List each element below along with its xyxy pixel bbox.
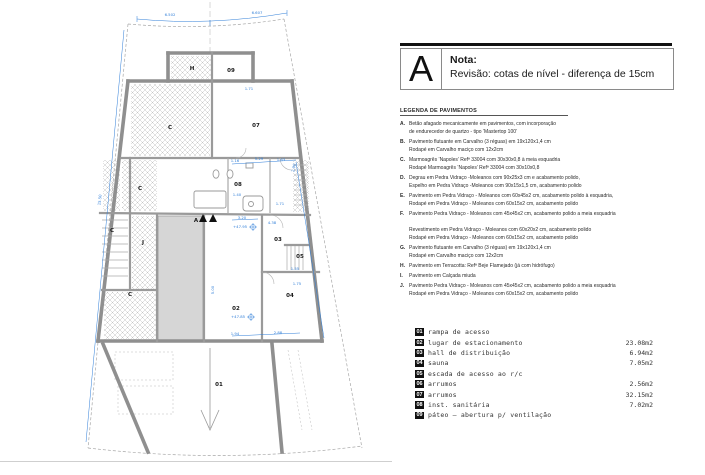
plan-text: 2.00 bbox=[290, 163, 297, 173]
legend-item bbox=[400, 138, 685, 154]
level-markers bbox=[247, 223, 257, 321]
legend-item-line: Rodapé em Carvalho maciço com 12x2cm bbox=[409, 147, 504, 153]
legend-item-key: E. bbox=[400, 193, 405, 199]
room-row bbox=[415, 400, 653, 410]
legend-item bbox=[400, 174, 685, 190]
legend-item-line: Pavimento em Terracotta: Refª Beje Flamejado (já com hidrófugo) bbox=[409, 263, 555, 269]
room-label: lugar de estacionamento bbox=[428, 338, 523, 347]
legend-item-line: Revestimento em Pedra Vidraço - Moleanos com 60x20x2 cm, acabamento polido bbox=[409, 227, 592, 233]
plan-text: 1.55 bbox=[290, 266, 300, 271]
legend-item bbox=[400, 120, 685, 136]
room-area: 32.15m2 bbox=[625, 390, 653, 399]
plan-text: 1.16 bbox=[230, 158, 240, 163]
legend-item-line: Rodapé em Pedra Vidraço - Moleanos com 60x15x2 cm, acabamento polido bbox=[409, 291, 579, 297]
legend-item-line: Espelho em Pedra Vidraço -Moleanos com 90x15x1,5 cm, acabamento polido bbox=[409, 183, 582, 189]
room-area: 2.56m2 bbox=[629, 380, 653, 389]
room-number-badge: 07 bbox=[416, 391, 423, 398]
plan-text: 1.94 bbox=[230, 331, 240, 336]
plan-text: 6.502 bbox=[164, 12, 176, 17]
plan-text: 1.71 bbox=[244, 86, 254, 91]
room-number-badge: 01 bbox=[416, 329, 423, 336]
room-row bbox=[415, 379, 653, 389]
room-schedule bbox=[415, 327, 653, 421]
room-area: 7.02m2 bbox=[629, 400, 653, 409]
plan-text: 3.20 bbox=[237, 215, 247, 220]
plan-text: 1.40 bbox=[232, 192, 242, 197]
legend-items bbox=[400, 120, 685, 298]
legend-item-line: Pavimento Pedra Vidraço - Moleanos com 45x45x2 cm, acabamento polido a meia esquadria bbox=[409, 211, 616, 217]
room-label: inst. sanitária bbox=[428, 400, 490, 409]
room-row bbox=[415, 410, 653, 420]
legend-item bbox=[400, 192, 685, 208]
section-marker-a bbox=[199, 214, 217, 222]
legend-item-key: F. bbox=[400, 211, 404, 217]
plan-text: 05 bbox=[296, 254, 304, 260]
legend-item bbox=[400, 156, 685, 172]
room-row bbox=[415, 327, 653, 337]
legend-item-key: H. bbox=[400, 263, 405, 269]
plan-text: 5.29 bbox=[254, 156, 264, 161]
room-label: escada de acesso ao r/c bbox=[428, 369, 523, 378]
note-title: Nota: bbox=[450, 54, 477, 66]
plan-text: +47.85 bbox=[230, 314, 246, 319]
plan-text: 5.00 bbox=[210, 285, 215, 295]
plan-text: A bbox=[193, 218, 199, 224]
plan-text: 1.63 bbox=[276, 157, 286, 162]
legend-item-line: Rodapé em Pedra Vidraço - Moleanos com 60x15x2 cm, acabamento polido bbox=[409, 235, 579, 241]
legend-item bbox=[400, 210, 685, 218]
legend-item-line: Pavimento flutuante em Carvalho (3 réguas) em 19x120x1,4 cm bbox=[409, 245, 551, 251]
plan-text: C bbox=[109, 228, 115, 234]
legend-item-line: Pavimento em Calçada miuda bbox=[409, 273, 476, 279]
parking-slab bbox=[158, 216, 203, 341]
room-area: 23.08m2 bbox=[625, 338, 653, 347]
room-number-badge: 05 bbox=[416, 370, 423, 377]
room-number-badge: 03 bbox=[416, 349, 423, 356]
plan-text: 4.38 bbox=[267, 220, 277, 225]
level-labels bbox=[231, 224, 248, 319]
plan-text: 08 bbox=[234, 182, 242, 188]
plan-text: 1.71 bbox=[275, 201, 285, 206]
legend-item-key: B. bbox=[400, 139, 405, 145]
plan-text: 02 bbox=[232, 306, 240, 312]
room-number-badge: 06 bbox=[416, 381, 423, 388]
revision-marker: A bbox=[401, 49, 442, 89]
plan-text: 2.88 bbox=[273, 330, 283, 335]
legend-item-line: Rodapé Marmoagrês ‘Napoles’ Refª 33004 com 30x10x0,8 bbox=[409, 165, 540, 171]
legend-item-line: Marmoagrês ‘Napoles’ Refª 33004 com 30x30x0,8 à meia esquadria bbox=[409, 157, 561, 163]
legend-item bbox=[400, 226, 685, 242]
plan-text: J bbox=[141, 240, 145, 246]
room-number-badge: 09 bbox=[416, 412, 423, 419]
note-text: Revisão: cotas de nível - diferença de 15cm bbox=[450, 68, 655, 80]
plan-text: +47.95 bbox=[232, 224, 248, 229]
room-label: arrumos bbox=[428, 380, 457, 389]
room-row bbox=[415, 389, 653, 399]
terrace-lines bbox=[115, 350, 312, 430]
room-area: 7.05m2 bbox=[629, 359, 653, 368]
room-label: rampa de acesso bbox=[428, 328, 490, 337]
room-label: páteo — abertura p/ ventilação bbox=[428, 411, 552, 420]
plan-text: C bbox=[127, 292, 133, 298]
legend-item bbox=[400, 272, 685, 280]
pavement-legend bbox=[400, 108, 685, 300]
legend-item-key bbox=[400, 226, 409, 242]
sheet-divider bbox=[0, 461, 392, 462]
revision-note-box bbox=[400, 48, 674, 90]
room-area: 6.94m2 bbox=[629, 348, 653, 357]
note-top-bar bbox=[400, 43, 672, 46]
plan-text: C bbox=[137, 186, 143, 192]
plan-text: 04 bbox=[286, 293, 294, 299]
plan-text: 03 bbox=[274, 237, 282, 243]
room-row bbox=[415, 348, 653, 358]
plan-text: C bbox=[167, 125, 173, 131]
room-row bbox=[415, 358, 653, 368]
plan-text: 09 bbox=[227, 68, 235, 74]
legend-item bbox=[400, 262, 685, 270]
legend-item-line: Pavimento flutuante em Carvalho (3 réguas) em 19x120x1,4 cm bbox=[409, 139, 551, 145]
room-row bbox=[415, 337, 653, 347]
plan-text: H bbox=[189, 66, 195, 72]
room-number-badge: 08 bbox=[416, 401, 423, 408]
legend-item-key: G. bbox=[400, 245, 406, 251]
room-number-badge: 02 bbox=[416, 339, 423, 346]
legend-item-line: Pavimento Pedra Vidraço - Moleanos com 45x45x2 cm, acabamento polido a meia esquadria bbox=[409, 283, 616, 289]
legend-item-line: Rodapé em Carvalho maciço com 12x2cm bbox=[409, 253, 504, 259]
room-label: arrumos bbox=[428, 390, 457, 399]
plan-text: 01 bbox=[215, 382, 223, 388]
legend-item bbox=[400, 244, 685, 260]
legend-item-line: Pavimento em Pedra Vidraço - Moleanos com 60x45x2 cm, acabamento polido à esquadria, bbox=[409, 193, 614, 199]
room-number-badge: 04 bbox=[416, 360, 423, 367]
room-label: hall de distribuição bbox=[428, 348, 511, 357]
plan-text: 07 bbox=[252, 123, 260, 129]
plan-text: 1.75 bbox=[292, 281, 302, 286]
ramp-arrow bbox=[201, 348, 219, 430]
legend-item-key: D. bbox=[400, 175, 405, 181]
legend-item-key: I. bbox=[400, 273, 403, 279]
legend-item bbox=[400, 282, 685, 298]
legend-item-line: Betão afagado mecanicamente em pavimentos, com incorporação bbox=[409, 121, 557, 127]
room-label: sauna bbox=[428, 359, 449, 368]
legend-item-line: de endurecedor de quartzo - tipo ‘Mastertop 100’ bbox=[409, 129, 518, 135]
legend-item-line: Rodapé em Pedra Vidraço - Moleanos com 60x15x2 cm, acabamento polido bbox=[409, 201, 579, 207]
legend-item-key: A. bbox=[400, 121, 405, 127]
legend-item-key: C. bbox=[400, 157, 405, 163]
room-row bbox=[415, 369, 653, 379]
plan-text: 6.607 bbox=[251, 10, 263, 15]
legend-item-key: J. bbox=[400, 283, 405, 289]
plan-text: 15.50 bbox=[96, 194, 103, 206]
legend-item-line: Degrau em Pedra Vidraço -Moleanos com 90x25x3 cm e acabamento polido, bbox=[409, 175, 580, 181]
legend-title: LEGENDA DE PAVIMENTOS bbox=[400, 108, 568, 116]
